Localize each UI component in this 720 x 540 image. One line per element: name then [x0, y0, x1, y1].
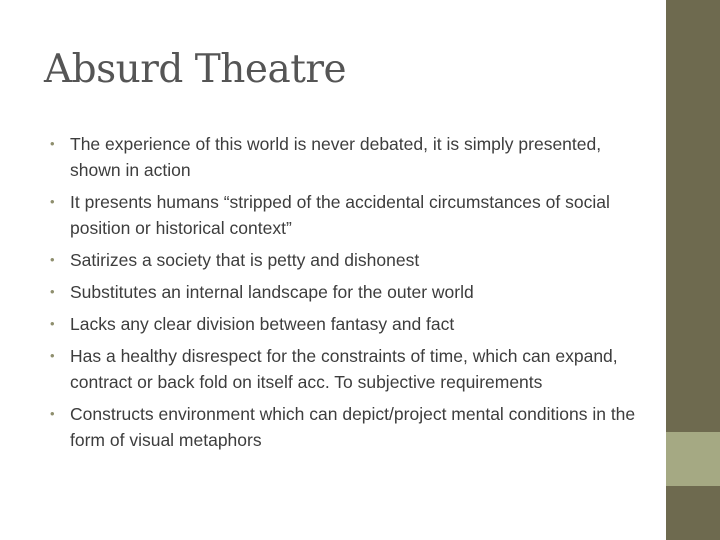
- decorative-side-accent: [666, 432, 720, 486]
- bullet-icon: •: [50, 284, 55, 299]
- bullet-text: Lacks any clear division between fantasy and fact: [70, 314, 455, 334]
- bullet-item: [50, 247, 640, 273]
- slide-title: Absurd Theatre: [44, 47, 347, 92]
- bullet-icon: •: [50, 406, 55, 421]
- bullet-text: It presents humans “stripped of the accidental circumstances of social position or historical context”: [70, 192, 610, 238]
- bullet-icon: •: [50, 316, 55, 331]
- bullet-item: [50, 343, 640, 395]
- bullet-item: [50, 401, 640, 453]
- bullet-item: [50, 279, 640, 305]
- bullet-icon: •: [50, 136, 55, 151]
- bullet-icon: •: [50, 252, 55, 267]
- bullet-text: Constructs environment which can depict/project mental conditions in the form of visual metaphors: [70, 404, 636, 450]
- bullet-icon: •: [50, 194, 55, 209]
- bullet-text: Satirizes a society that is petty and dishonest: [70, 250, 420, 270]
- bullet-icon: •: [50, 348, 55, 363]
- bullet-item: [50, 131, 640, 183]
- bullet-text: The experience of this world is never debated, it is simply presented, shown in action: [70, 134, 602, 180]
- bullet-item: [50, 311, 640, 337]
- bullet-item: [50, 189, 640, 241]
- bullet-list: [50, 131, 640, 459]
- bullet-text: Substitutes an internal landscape for the outer world: [70, 282, 474, 302]
- bullet-text: Has a healthy disrespect for the constraints of time, which can expand, contract or back fold on itself acc. To subjective requirements: [70, 346, 618, 392]
